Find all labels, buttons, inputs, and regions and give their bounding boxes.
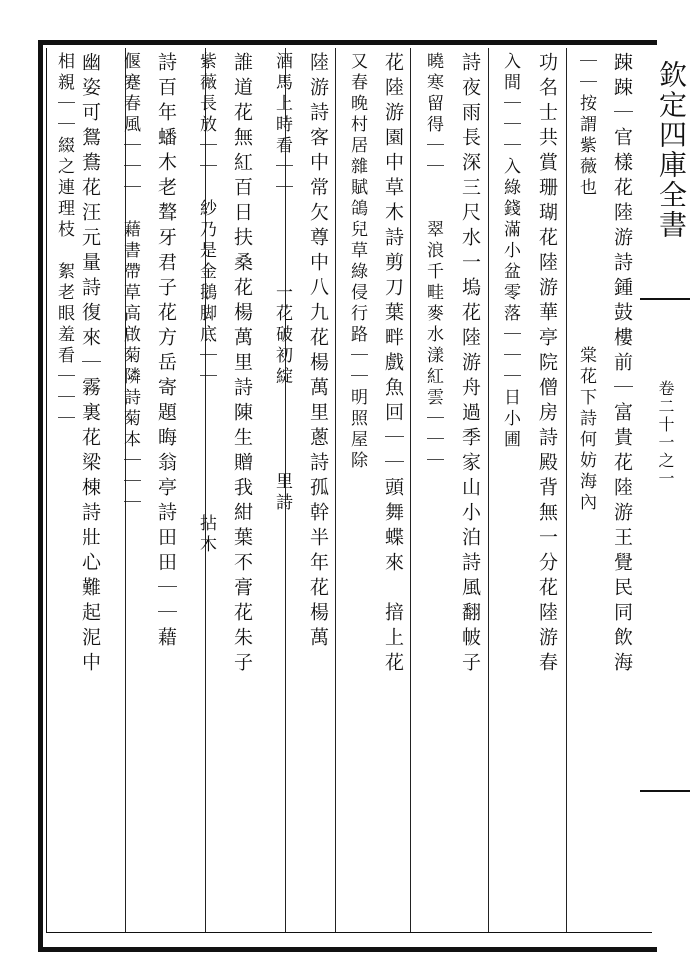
text-column-7: 花陸游園中草木詩剪刀葉畔戲魚回｜｜頭舞蝶來 揞上花 bbox=[382, 52, 404, 677]
text-column-13: 詩百年蟠木老聱牙君子花方岳寄題晦翁亭詩田田｜｜藉 bbox=[155, 52, 177, 652]
frame-bottom-line bbox=[46, 932, 652, 933]
text-column-11: 誰道花無紅百日扶桑花楊萬里詩陳生贈我紺葉不膏花朱子 bbox=[231, 52, 253, 677]
text-column-15: 幽姿可鴛鴦花汪元量詩復來｜霧裏花梁棟詩壯心難起泥中 bbox=[79, 52, 101, 677]
text-column-2: ｜｜按謂紫薇也 棠花下詩何妨海內 bbox=[576, 52, 596, 514]
text-column-14: 偃蹇春風｜｜｜ 藉書帶草高啟菊隣詩菊本｜｜｜ bbox=[120, 52, 140, 514]
side-volume: 卷二十一之一 bbox=[656, 380, 675, 488]
side-tick bbox=[640, 298, 690, 300]
text-column-8: 又春晚村居雜賦鴿兒草綠侵行路｜｜明照屋除 bbox=[347, 52, 367, 472]
text-column-1: 踈踈｜官樣花陸游詩鍾鼓樓前｜富貴花陸游王覺民同飲海 bbox=[611, 52, 633, 677]
side-tick bbox=[640, 790, 690, 792]
text-column-9: 陸游詩客中常欠尊中八九花楊萬里蔥詩孤幹半年花楊萬 bbox=[307, 52, 329, 652]
text-column-6: 曉寒留得｜｜ 翠浪千畦麥水漾紅雲｜｜｜ bbox=[423, 52, 443, 472]
text-column-12: 紫薇長放｜｜ 紗乃是金鵝脚底｜｜ 拈木 bbox=[196, 52, 216, 556]
side-title: 欽定四庫全書 bbox=[655, 60, 688, 240]
text-column-5: 詩夜雨長深三尺水一塢花陸游舟過季家山小泊詩風翻帔子 bbox=[459, 52, 481, 677]
text-column-16: 相親｜｜綴之連理枝 絮老眼羞看｜｜｜ bbox=[54, 52, 74, 430]
text-column-3: 功名士共賞珊瑚花陸游華亭院僧房詩殿背無一分花陸游春 bbox=[536, 52, 558, 677]
text-column-4: 入間｜｜｜入綠錢滿小盆零落｜｜｜日小圃 bbox=[500, 52, 520, 451]
text-column-10: 酒馬上時看｜｜ 一花破初綻 里詩 bbox=[272, 52, 292, 514]
